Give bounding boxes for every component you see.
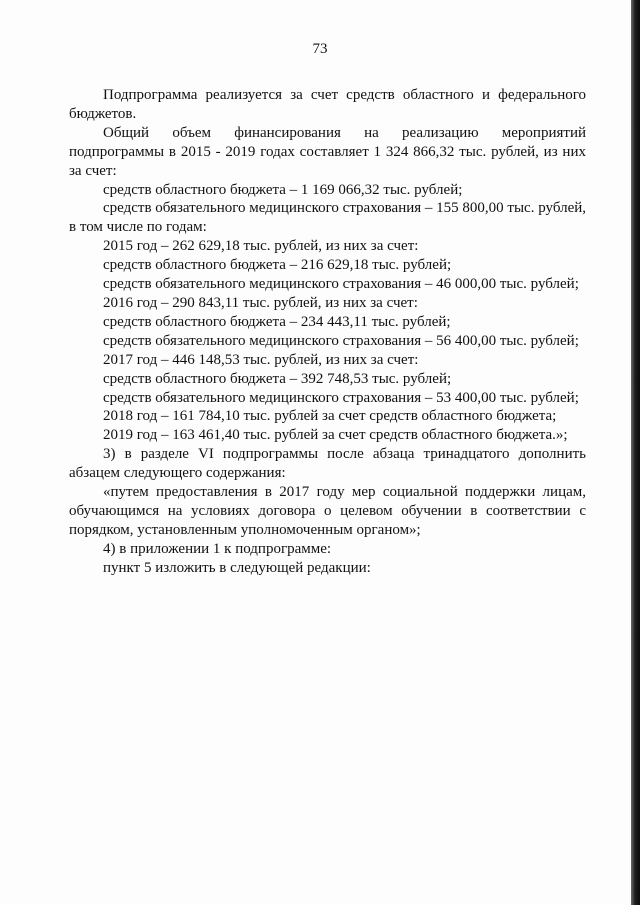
- paragraph: 3) в разделе VI подпрограммы после абзаца тринадцатого дополнить абзацем следующего содержания:: [69, 446, 586, 482]
- scan-border: [631, 0, 640, 905]
- paragraph: средств областного бюджета – 234 443,11 тыс. рублей;: [103, 313, 451, 330]
- paragraph: средств обязательного медицинского страхования – 53 400,00 тыс. рублей;: [103, 389, 579, 406]
- paragraph: 2019 год – 163 461,40 тыс. рублей за счет средств областного бюджета.»;: [103, 427, 568, 444]
- paragraph: Общий объем финансирования на реализацию мероприятий подпрограммы в 2015 - 2019 годах составляет 1 324 866,32 тыс. рублей, из них за счет:: [69, 124, 586, 179]
- paragraph: 2018 год – 161 784,10 тыс. рублей за счет средств областного бюджета;: [103, 408, 557, 425]
- paragraph: Подпрограмма реализуется за счет средств областного и федерального бюджетов.: [69, 87, 586, 122]
- paragraph: 4) в приложении 1 к подпрограмме:: [103, 540, 332, 557]
- paragraph: «путем предоставления в 2017 году мер социальной поддержки лицам, обучающимся на условиях договора о целевом обучении в соответствии с порядком, установленным уполномоченным органом»;: [69, 484, 586, 538]
- paragraph: 2016 год – 290 843,11 тыс. рублей, из них за счет:: [103, 294, 418, 311]
- paragraph: 2017 год – 446 148,53 тыс. рублей, из них за счет:: [103, 351, 419, 368]
- paragraph: 2015 год – 262 629,18 тыс. рублей, из них за счет:: [103, 238, 419, 255]
- page-number: 73: [312, 41, 328, 57]
- paragraph: средств обязательного медицинского страхования – 56 400,00 тыс. рублей;: [103, 332, 579, 349]
- document-body: [69, 86, 586, 578]
- paragraph: средств обязательного медицинского страхования – 46 000,00 тыс. рублей;: [103, 276, 579, 293]
- paragraph: средств обязательного медицинского страхования – 155 800,00 тыс. рублей, в том числе по годам:: [69, 200, 586, 236]
- paragraph: средств областного бюджета – 392 748,53 тыс. рублей;: [103, 370, 452, 387]
- paragraph: пункт 5 изложить в следующей редакции:: [103, 559, 371, 576]
- paragraph: средств областного бюджета – 1 169 066,32 тыс. рублей;: [103, 181, 463, 198]
- paragraph: средств областного бюджета – 216 629,18 тыс. рублей;: [103, 257, 452, 274]
